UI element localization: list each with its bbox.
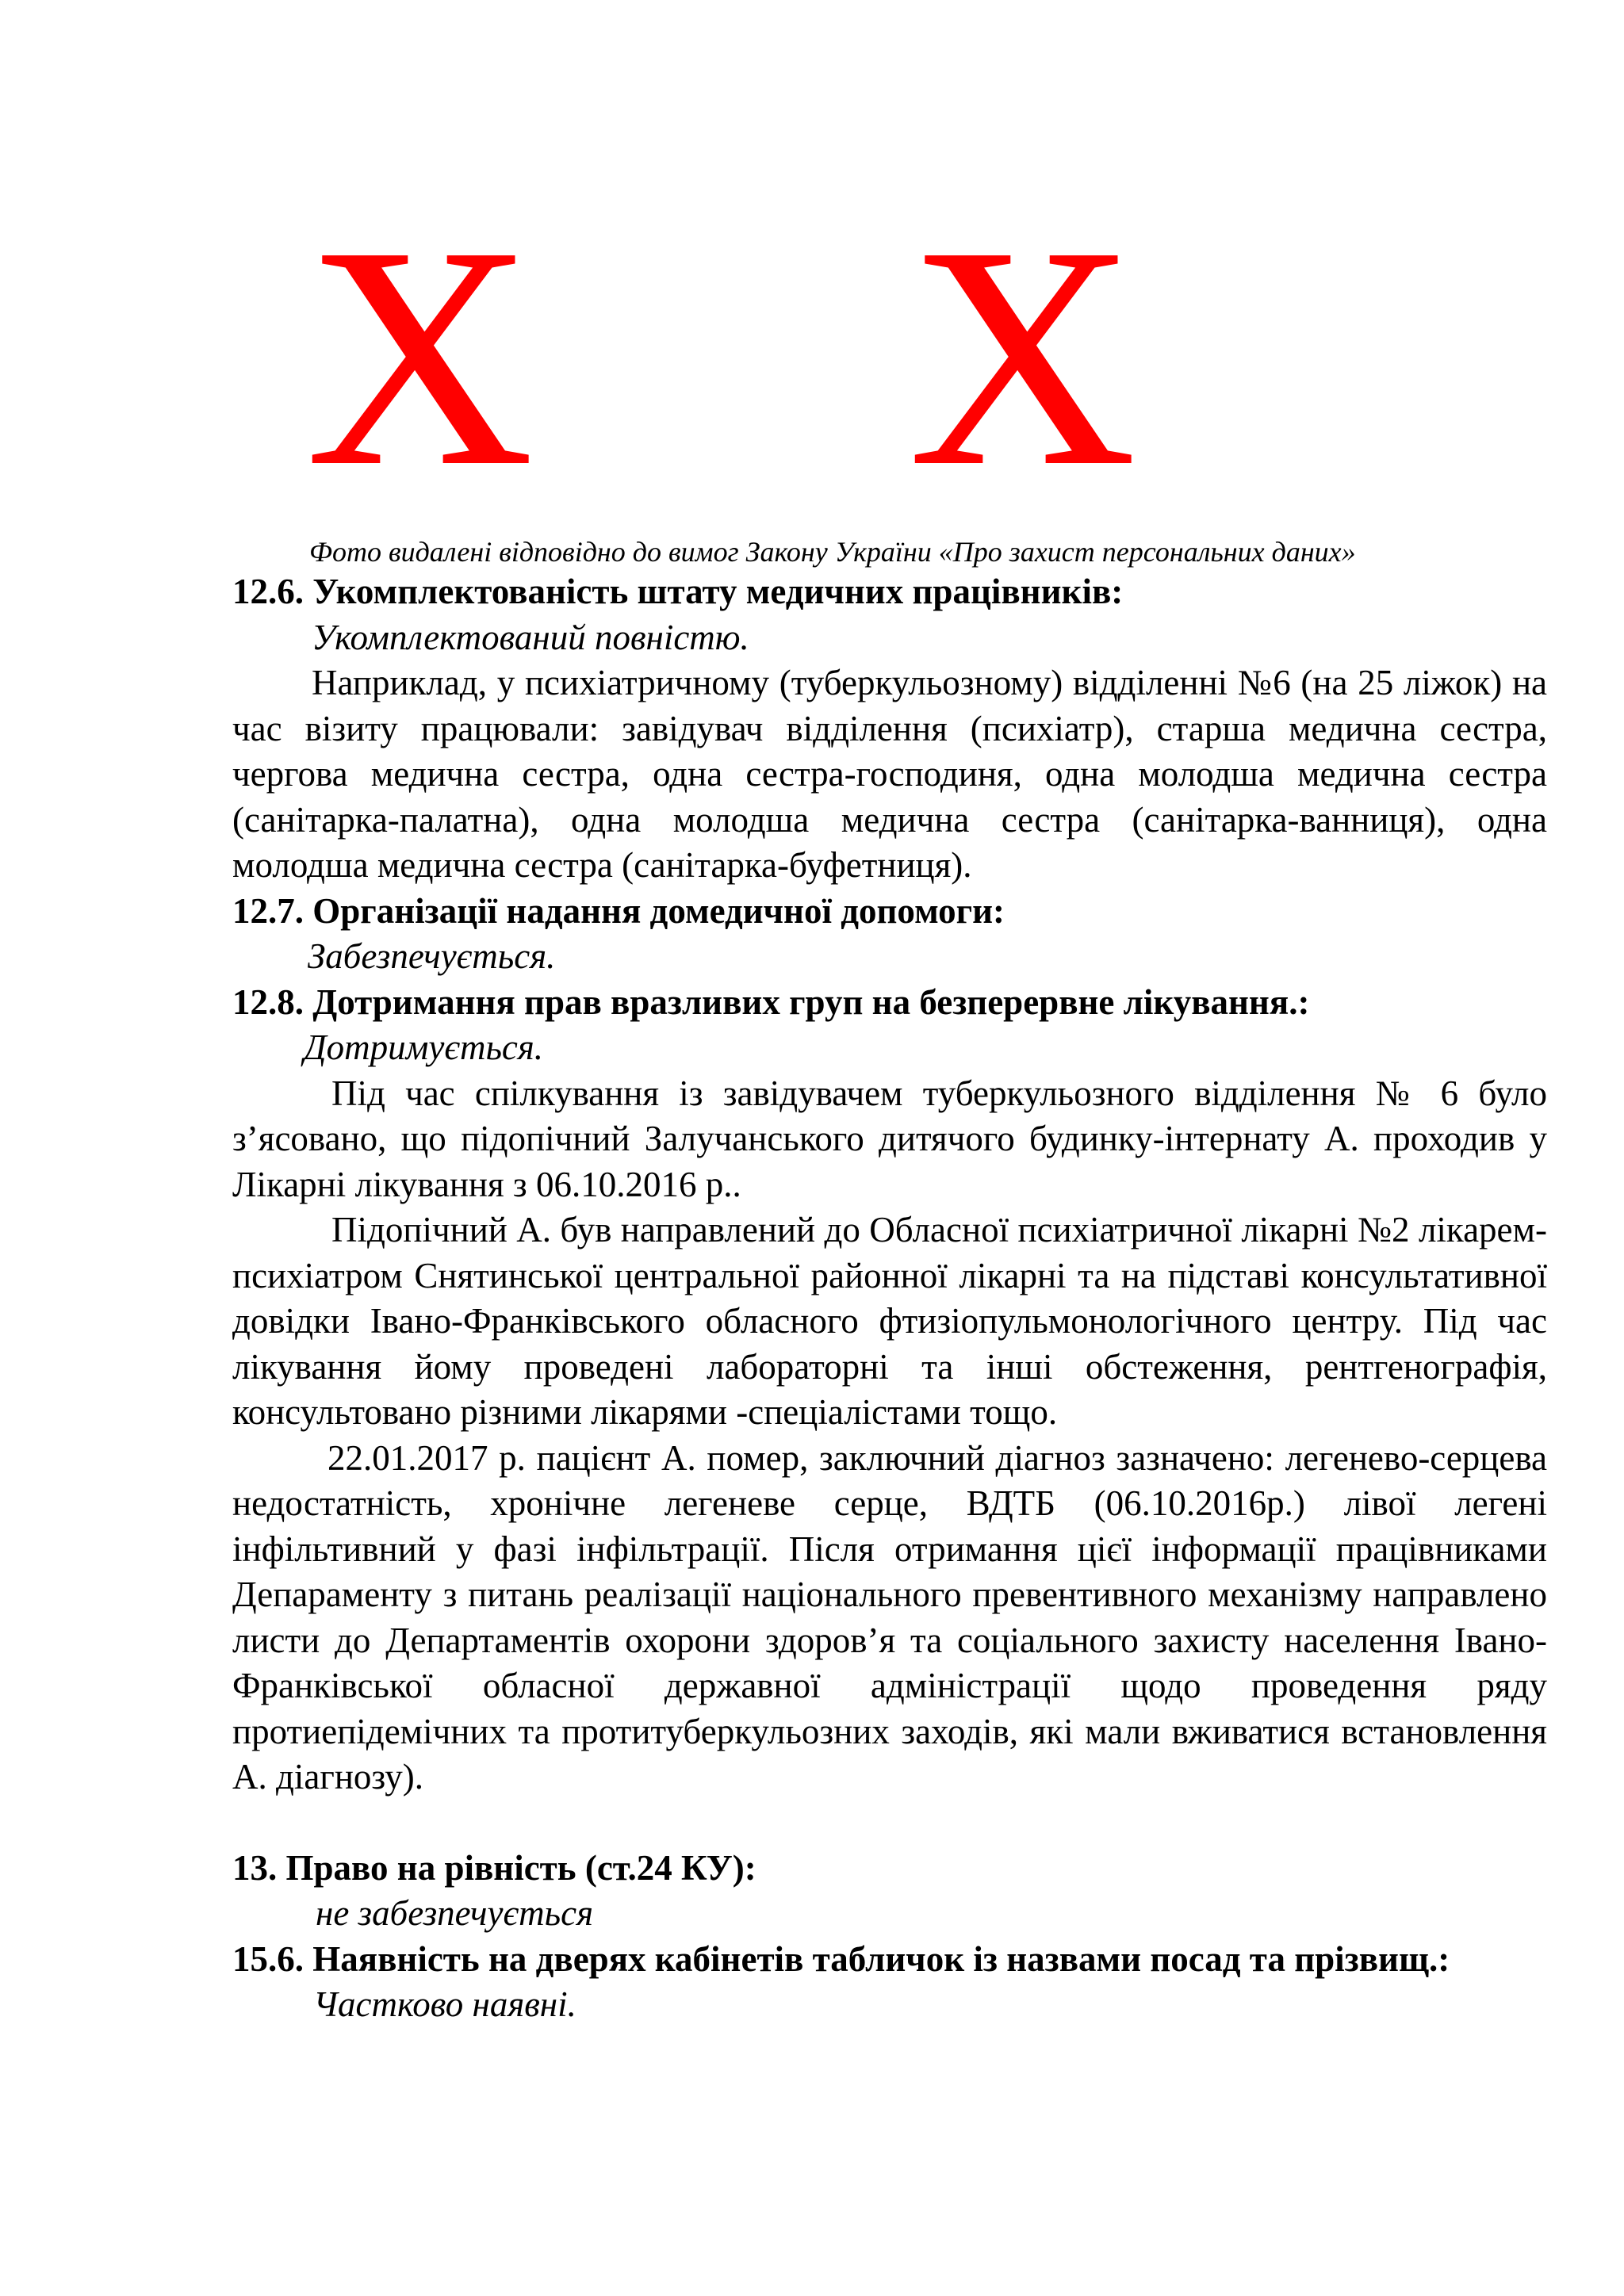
section-12-8-paragraph-3: 22.01.2017 р. пацієнт А. помер, заключний діагноз зазначено: легенево-серцева недостатність, хронічне легеневе серце, ВДТБ (06.10.2016р.) лівої легені інфільтивний у фазі інфільтрації. Після отримання цієї інформації працівниками Депараменту з питань реалізації національного превентивного механізму направлено листи до Департаментів охорони здоров’я та соціального захисту населення Івано-Франківської обласної державної адміністрації щодо проведення ряду протиепідемічних та протитуберкульозних заходів, які мали вживатися встановлення А. діагнозу). [232, 1437, 1547, 1797]
section-13-heading: 13. Право на рівність (ст.24 КУ): [232, 1847, 756, 1888]
section-12-8-paragraph-1: Під час спілкування із завідувачем туберкульозного відділення № 6 було з’ясовано, що підопічний Залучанського дитячого будинку-інтернату А. проходив у Лікарні лікування з 06.10.2016 р.. [232, 1073, 1547, 1204]
section-15-6-status: Частково наявні. [313, 1984, 576, 2024]
section-12-8-status: Дотримується. [304, 1027, 544, 1067]
section-spacer [232, 1800, 1547, 1846]
section-12-8-heading: 12.8. Дотримання прав вразливих груп на безперервне лікування.: [232, 982, 1310, 1022]
removed-photo-mark-left: X [305, 181, 534, 532]
section-12-6-paragraph: Наприклад, у психіатричному (туберкульозному) відділенні №6 (на 25 ліжок) на час візиту працювали: завідувач відділення (психіатр), старша медична сестра, чергова медична сестра, одна сестра-господиня, одна молодша медична сестра (санітарка-палатна), одна молодша медична сестра (санітарка-ванниця), одна молодша медична сестра (санітарка-буфетниця). [232, 663, 1547, 885]
section-12-6-heading: 12.6. Укомплектованість штату медичних працівників: [232, 572, 1124, 611]
section-15-6-heading: 15.6. Наявність на дверях кабінетів табличок із назвами посад та прізвищ.: [232, 1938, 1450, 1979]
section-13-status: не забезпечується [316, 1893, 593, 1933]
removed-photos-caption: Фото видалені відповідно до вимог Закону України «Про захист персональних даних» [309, 536, 1356, 568]
section-12-7-heading: 12.7. Організації надання домедичної допомоги: [232, 890, 1005, 931]
section-12-8-paragraph-2: Підопічний А. був направлений до Обласної психіатричної лікарні №2 лікарем-психіатром Снятинської центральної районної лікарні та на підставі консультативної довідки Івано-Франківського обласного фтизіопульмонологічного центру. Під час лікування йому проведені лабораторні та інші обстеження, рентгенографія, консультовано різними лікарями -спеціалістами тощо. [232, 1210, 1547, 1432]
removed-photo-mark-right: X [908, 181, 1137, 532]
section-12-6-status: Укомплектований повністю. [312, 617, 749, 657]
document-body [232, 569, 1547, 2028]
section-12-7-status: Забезпечується. [308, 936, 556, 976]
